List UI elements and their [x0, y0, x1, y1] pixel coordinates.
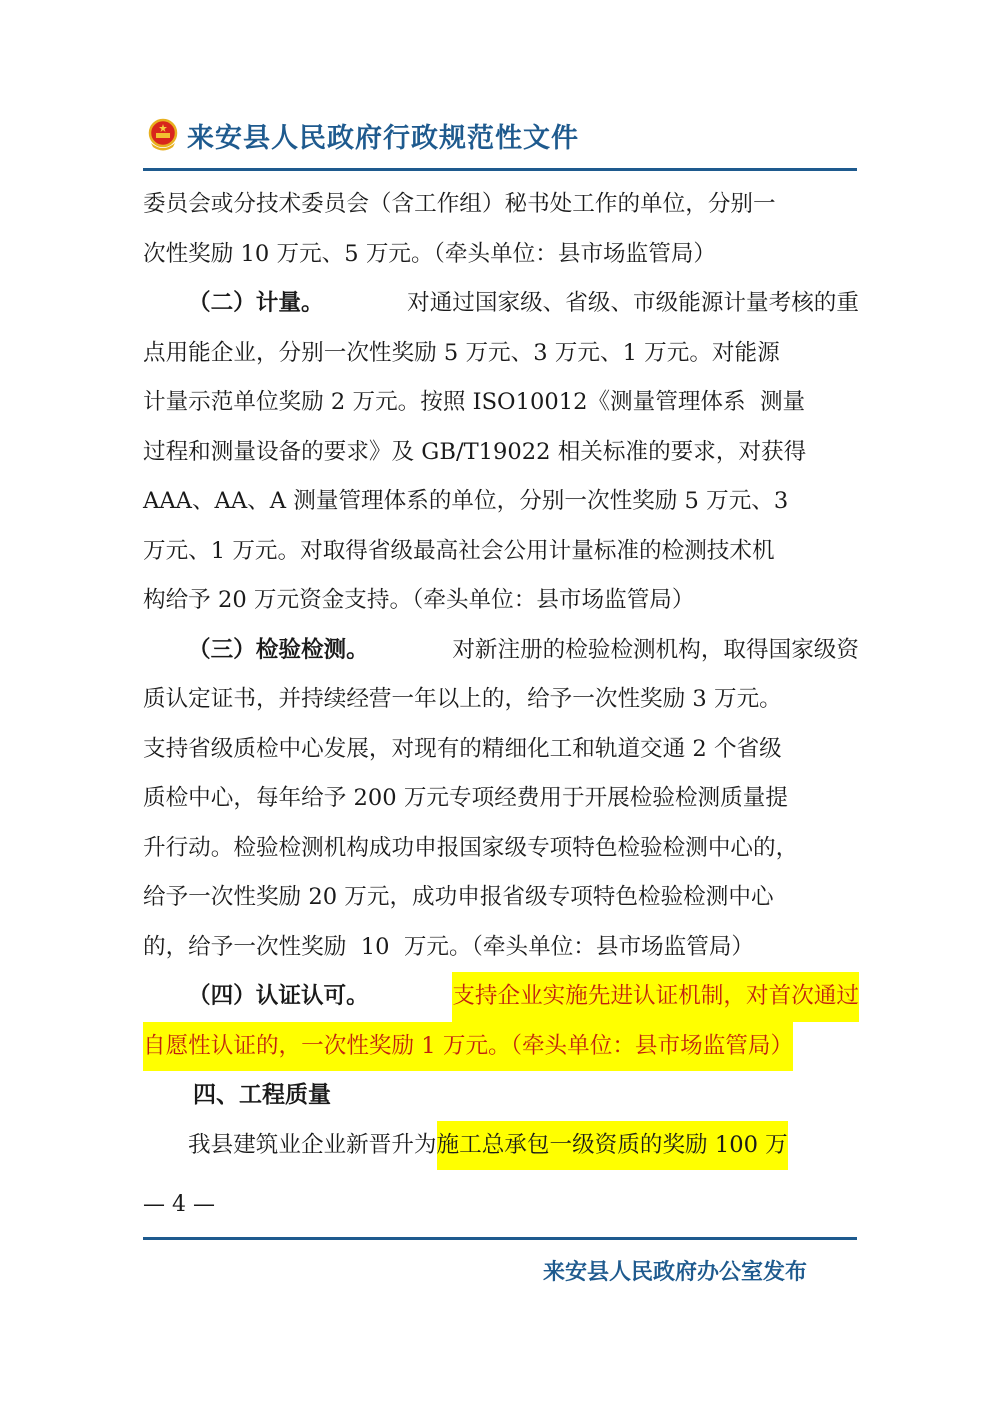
text-line [143, 428, 859, 478]
text-line [143, 329, 859, 379]
text-segment: 过程和测量设备的要求》及 GB/T19022 相关标准的要求，对获得 [143, 438, 807, 465]
text-line [143, 378, 859, 428]
text-segment: 质检中心，每年给予 200 万元专项经费用于开展检验检测质量提 [143, 785, 788, 811]
text-line [143, 576, 859, 626]
document-header [145, 112, 579, 158]
text-line [143, 230, 859, 280]
text-line [143, 1121, 859, 1171]
text-segment: 支持省级质检中心发展，对现有的精细化工和轨道交通 2 个省级 [143, 735, 782, 762]
text-line [143, 725, 859, 775]
subsection-certification [143, 972, 859, 1022]
text-line [143, 180, 859, 230]
text-segment: 构给予 20 万元资金支持。（牵头单位：县市场监管局） [143, 587, 695, 613]
footer-divider [143, 1237, 857, 1240]
subsection-inspection [143, 626, 859, 676]
text-line [143, 873, 859, 923]
text-segment: 次性奖励 10 万元、5 万元。（牵头单位：县市场监管局） [143, 240, 717, 267]
text-line [143, 824, 859, 874]
subsection-title: （四）认证认可。 [188, 983, 369, 1009]
subsection-title: （二）计量。 [188, 290, 324, 316]
subsection-measurement [143, 279, 859, 329]
text-segment: 质认定证书，并持续经营一年以上的，给予一次性奖励 3 万元。 [143, 686, 782, 712]
header-divider [143, 168, 857, 171]
text-segment: 委员会或分技术委员会（含工作组）秘书处工作的单位，分别一 [143, 191, 776, 217]
text-segment: 计量示范单位奖励 2 万元。按照 ISO10012《测量管理体系 测量 [143, 389, 806, 415]
text-segment: 对通过国家级、省级、市级能源计量考核的重 [407, 290, 859, 316]
text-segment: 的，给予一次性奖励 10 万元。（牵头单位：县市场监管局） [143, 933, 755, 960]
text-segment: 点用能企业，分别一次性奖励 5 万元、3 万元、1 万元。对能源 [143, 339, 780, 366]
text-line [143, 477, 859, 527]
text-segment: 给予一次性奖励 20 万元，成功申报省级专项特色检验检测中心 [143, 884, 774, 910]
section-heading: 四、工程质量 [193, 1082, 331, 1108]
text-segment: 升行动。检验检测机构成功申报国家级专项特色检验检测中心的， [143, 834, 799, 861]
national-emblem-icon [145, 117, 181, 153]
document-body [143, 180, 859, 1170]
highlighted-text: 施工总承包一级资质的奖励 100 万 [437, 1121, 788, 1171]
text-segment: 万元、1 万元。对取得省级最高社会公用计量标准的检测技术机 [143, 537, 775, 564]
text-segment: 我县建筑业企业新晋升为 [188, 1131, 437, 1158]
page-number: — 4 — [143, 1192, 215, 1217]
text-segment: AAA、AA、A 测量管理体系的单位，分别一次性奖励 5 万元、3 [143, 488, 789, 514]
text-line [143, 1022, 859, 1072]
document-series-title: 来安县人民政府行政规范性文件 [187, 122, 579, 154]
subsection-title: （三）检验检测。 [188, 636, 369, 663]
text-line [143, 774, 859, 824]
publisher-footer: 来安县人民政府办公室发布 [543, 1260, 808, 1285]
text-segment: 对新注册的检验检测机构，取得国家级资 [452, 636, 859, 663]
highlighted-text: 支持企业实施先进认证机制，对首次通过 [452, 972, 859, 1022]
text-line [143, 527, 859, 577]
text-line [143, 675, 859, 725]
highlighted-text: 自愿性认证的，一次性奖励 1 万元。（牵头单位：县市场监管局） [143, 1022, 793, 1072]
text-line [143, 923, 859, 973]
